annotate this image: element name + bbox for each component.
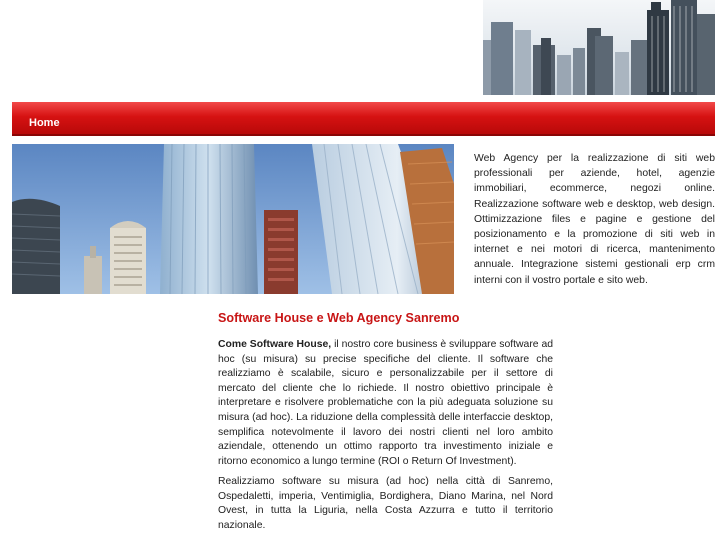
paragraph-1-text: il nostro core business è sviluppare software ad hoc (su misura) su precise specifiche del cliente. Il software che realizziamo è scalabile, sicuro e personalizzabile per il settore di mercato del cliente che lo richiede. Il nostro obiettivo principale è interpretare e risolvere problematiche con la più adeguata soluzione su misura (ad hoc). La riduzione della complessità delle interfaccie desktop, semplifica notevolmente il lavoro dei nostri clienti nel loro ambito aziendale, ottenendo un ottimo rapporto tra investimento iniziale e ritorno economico a lungo termine (ROI o Return Of Investment). bbox=[218, 339, 554, 467]
header-skyline-image bbox=[483, 0, 715, 95]
intro-text: Web Agency per la realizzazione di siti web professionali per aziende, hotel, agenzie immobiliari, ecommerce, negozi online. Realizzazione software web e desktop, web design. Ottimizzazione files e pagine e gestione del posizionamento e la promozione di siti web in internet e nei motori di ricerca, mantenimento annuale. Integrazione sistemi gestionali erp crm interni con il vostro portale e sito web. bbox=[474, 153, 715, 286]
main-paragraph-1 bbox=[218, 338, 553, 469]
paragraph-lead: Come Software House, bbox=[218, 339, 332, 350]
main-nav-bar bbox=[12, 102, 715, 136]
page-title: Software House e Web Agency Sanremo bbox=[218, 311, 460, 325]
hero-skyscrapers-image bbox=[12, 144, 454, 294]
nav-home-link[interactable]: Home bbox=[29, 117, 60, 129]
main-paragraph-2: Realizziamo software su misura (ad hoc) nella città di Sanremo, Ospedaletti, imperia, Ventimiglia, Bordighera, Diano Marina, nel Nord Ovest, in tutta la Liguria, nella Costa Azzurra e tutto il territorio nazionale. bbox=[218, 476, 553, 531]
